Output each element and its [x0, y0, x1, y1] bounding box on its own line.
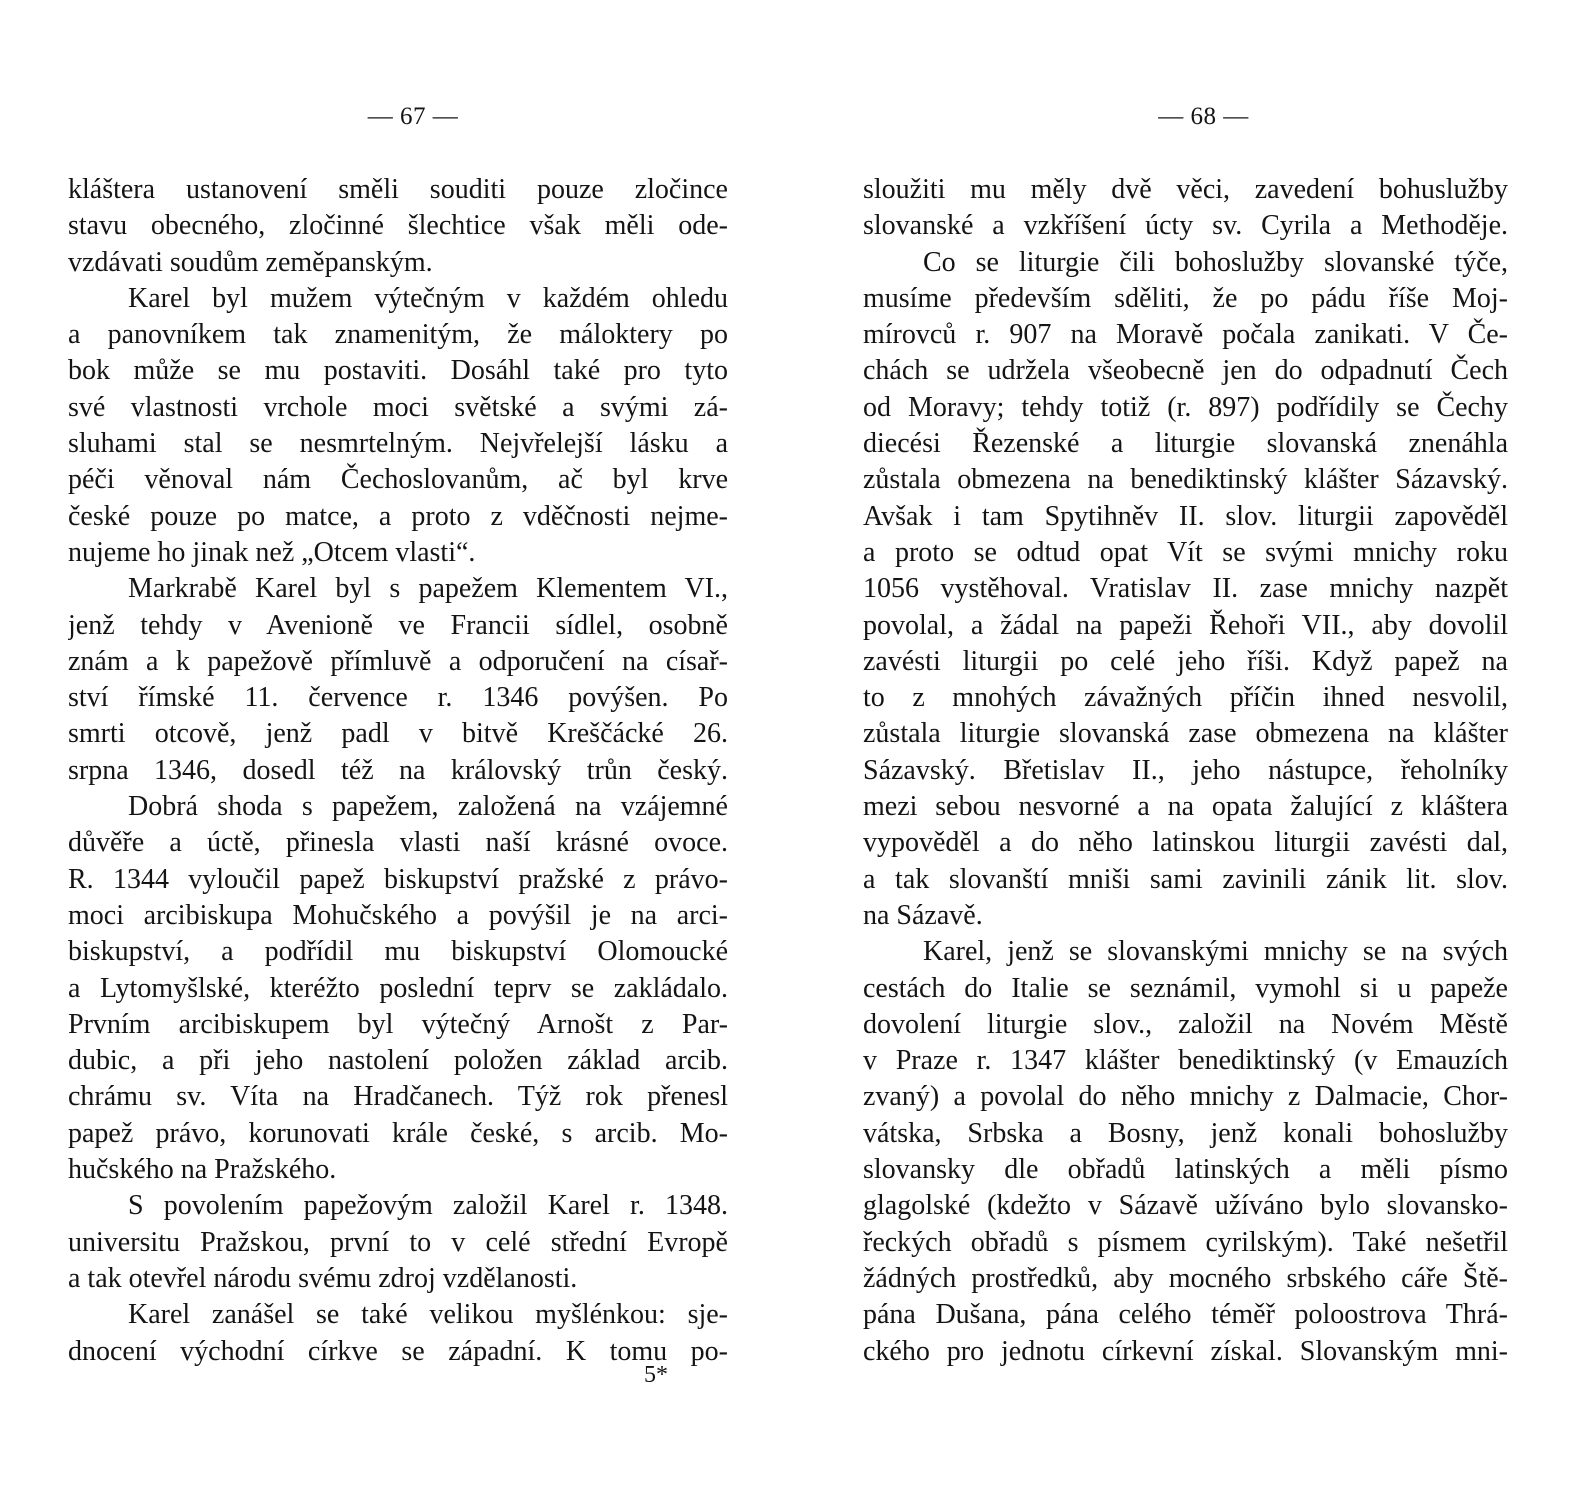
text-line: své vlastnosti vrchole moci světské a svými zá- [68, 391, 728, 423]
text-line: to z mnohých závažných příčin ihned nesvolil, [863, 682, 1508, 714]
text-line: universitu Pražskou, první to v celé střední Evropě [68, 1226, 728, 1258]
text-line: musíme především sděliti, že po pádu říše Moj- [863, 282, 1508, 314]
text-line: Sázavský. Břetislav II., jeho nástupce, řeholníky [863, 754, 1508, 786]
signature-mark: 5* [644, 1362, 668, 1388]
text-line: bok může se mu postaviti. Dosáhl také pro tyto [68, 355, 728, 387]
text-line: R. 1344 vyloučil papež biskupství pražské z právo- [68, 863, 728, 895]
text-line: žádných prostředků, aby mocného srbského cáře Ště- [863, 1262, 1508, 1294]
text-line: Karel, jenž se slovanskými mnichy se na svých [923, 936, 1508, 968]
text-line: na Sázavě. [863, 899, 983, 931]
text-line: diecési Řezenské a liturgie slovanská znenáhla [863, 428, 1508, 460]
text-line: vzdávati soudům zeměpanským. [68, 246, 433, 278]
text-line: zůstala obmezena na benediktinský klášter Sázavský. [863, 464, 1508, 496]
text-line: nujeme ho jinak než „Otcem vlasti“. [68, 536, 476, 568]
text-line: od Moravy; tehdy totiž (r. 897) podřídily se Čechy [863, 391, 1508, 423]
text-line: povolal, a žádal na papeži Řehoři VII., aby dovolil [863, 609, 1508, 641]
text-line: ství římské 11. července r. 1346 povýšen. Po [68, 682, 728, 714]
text-line: znám a k papežově přímluvě a odporučení na císař- [68, 645, 728, 677]
text-line: vypověděl a do něho latinskou liturgii zavésti dal, [863, 827, 1508, 859]
text-line: zavésti liturgii po celé jeho říši. Když papež na [863, 645, 1508, 677]
text-line: Dobrá shoda s papežem, založená na vzájemné [128, 791, 728, 823]
text-line: Karel zanášel se také velikou myšlénkou: sje- [128, 1299, 728, 1331]
text-line: dovolení liturgie slov., založil na Novém Městě [863, 1008, 1508, 1040]
text-line: jenž tehdy v Avenioně ve Francii sídlel, osobně [68, 609, 728, 641]
text-line: stavu obecného, zločinné šlechtice však měli ode- [68, 210, 728, 242]
page-number: — 68 — [1158, 103, 1249, 130]
text-line: a panovníkem tak znamenitým, že máloktery po [68, 319, 728, 351]
text-line: a Lytomyšlské, kteréžto poslední teprv se zakládalo. [68, 972, 728, 1004]
text-line: řeckých obřadů s písmem cyrilským). Také nešetřil [863, 1226, 1508, 1258]
text-line: a proto se odtud opat Vít se svými mnichy roku [863, 536, 1508, 568]
text-line: sloužiti mu měly dvě věci, zavedení bohuslužby [863, 174, 1508, 205]
left-page [68, 0, 728, 1500]
page-number: — 67 — [367, 103, 459, 130]
text-line: S povolením papežovým založil Karel r. 1348. [128, 1190, 728, 1222]
body-text [863, 172, 1508, 1370]
text-line: a tak otevřel národu svému zdroj vzdělanosti. [68, 1262, 578, 1294]
text-line: cestách do Italie se seznámil, vymohl si u papeže [863, 972, 1508, 1004]
text-line: vátska, Srbska a Bosny, jenž konali bohoslužby [863, 1117, 1508, 1149]
text-line: zvaný) a povolal do něho mnichy z Dalmacie, Chor- [863, 1081, 1508, 1113]
text-line: kláštera ustanovení směli souditi pouze zločince [68, 174, 728, 205]
text-line: důvěře a úctě, přinesla vlasti naší krásné ovoce. [68, 827, 728, 859]
text-line: dnocení východní církve se západní. K tomu po- [68, 1335, 728, 1367]
text-line: mírovců r. 907 na Moravě počala zanikati. V Če- [863, 319, 1508, 351]
text-line: dubic, a při jeho nastolení položen základ arcib. [68, 1045, 728, 1077]
text-line: moci arcibiskupa Mohučského a povýšil je na arci- [68, 899, 728, 931]
text-line: v Praze r. 1347 klášter benediktinský (v Emauzích [863, 1045, 1508, 1077]
text-line: 1056 vystěhoval. Vratislav II. zase mnichy nazpět [863, 573, 1508, 605]
text-line: slovanské a vzkříšení úcty sv. Cyrila a Methoděje. [863, 210, 1508, 242]
text-line: sluhami stal se nesmrtelným. Nejvřelejší lásku a [68, 428, 728, 460]
text-line: smrti otcově, jenž padl v bitvě Kreščácké 26. [68, 718, 728, 750]
text-line: Markrabě Karel byl s papežem Klementem VI., [128, 573, 728, 605]
body-text [68, 172, 728, 1370]
text-line: slovansky dle obřadů latinských a měli písmo [863, 1154, 1508, 1186]
right-page [863, 0, 1508, 1500]
text-line: glagolské (kdežto v Sázavě užíváno bylo slovansko- [863, 1190, 1508, 1222]
text-line: Prvním arcibiskupem byl výtečný Arnošt z Par- [68, 1008, 728, 1040]
text-line: biskupství, a podřídil mu biskupství Olomoucké [68, 936, 728, 968]
text-line: pána Dušana, pána celého téměř poloostrova Thrá- [863, 1299, 1508, 1331]
text-line: a tak slovanští mniši sami zavinili zánik lit. slov. [863, 863, 1508, 895]
text-line: Avšak i tam Spytihněv II. slov. liturgii zapověděl [863, 500, 1508, 532]
text-line: Co se liturgie čili bohoslužby slovanské týče, [923, 246, 1508, 278]
text-line: Karel byl mužem výtečným v každém ohledu [128, 282, 728, 314]
text-line: srpna 1346, dosedl též na královský trůn český. [68, 754, 728, 786]
text-line: chách se udržela všeobecně jen do odpadnutí Čech [863, 355, 1508, 387]
text-line: péči věnoval nám Čechoslovanům, ač byl krve [68, 464, 728, 496]
text-line: mezi sebou nesvorné a na opata žalující z kláštera [863, 791, 1508, 823]
text-line: české pouze po matce, a proto z vděčnosti nejme- [68, 500, 728, 532]
text-line: ckého pro jednotu církevní získal. Slovanským mni- [863, 1335, 1508, 1367]
text-line: hučského na Pražského. [68, 1154, 337, 1186]
text-line: chrámu sv. Víta na Hradčanech. Týž rok přenesl [68, 1081, 728, 1113]
text-line: papež právo, korunovati krále české, s arcib. Mo- [68, 1117, 728, 1149]
text-line: zůstala liturgie slovanská zase obmezena na klášter [863, 718, 1508, 750]
